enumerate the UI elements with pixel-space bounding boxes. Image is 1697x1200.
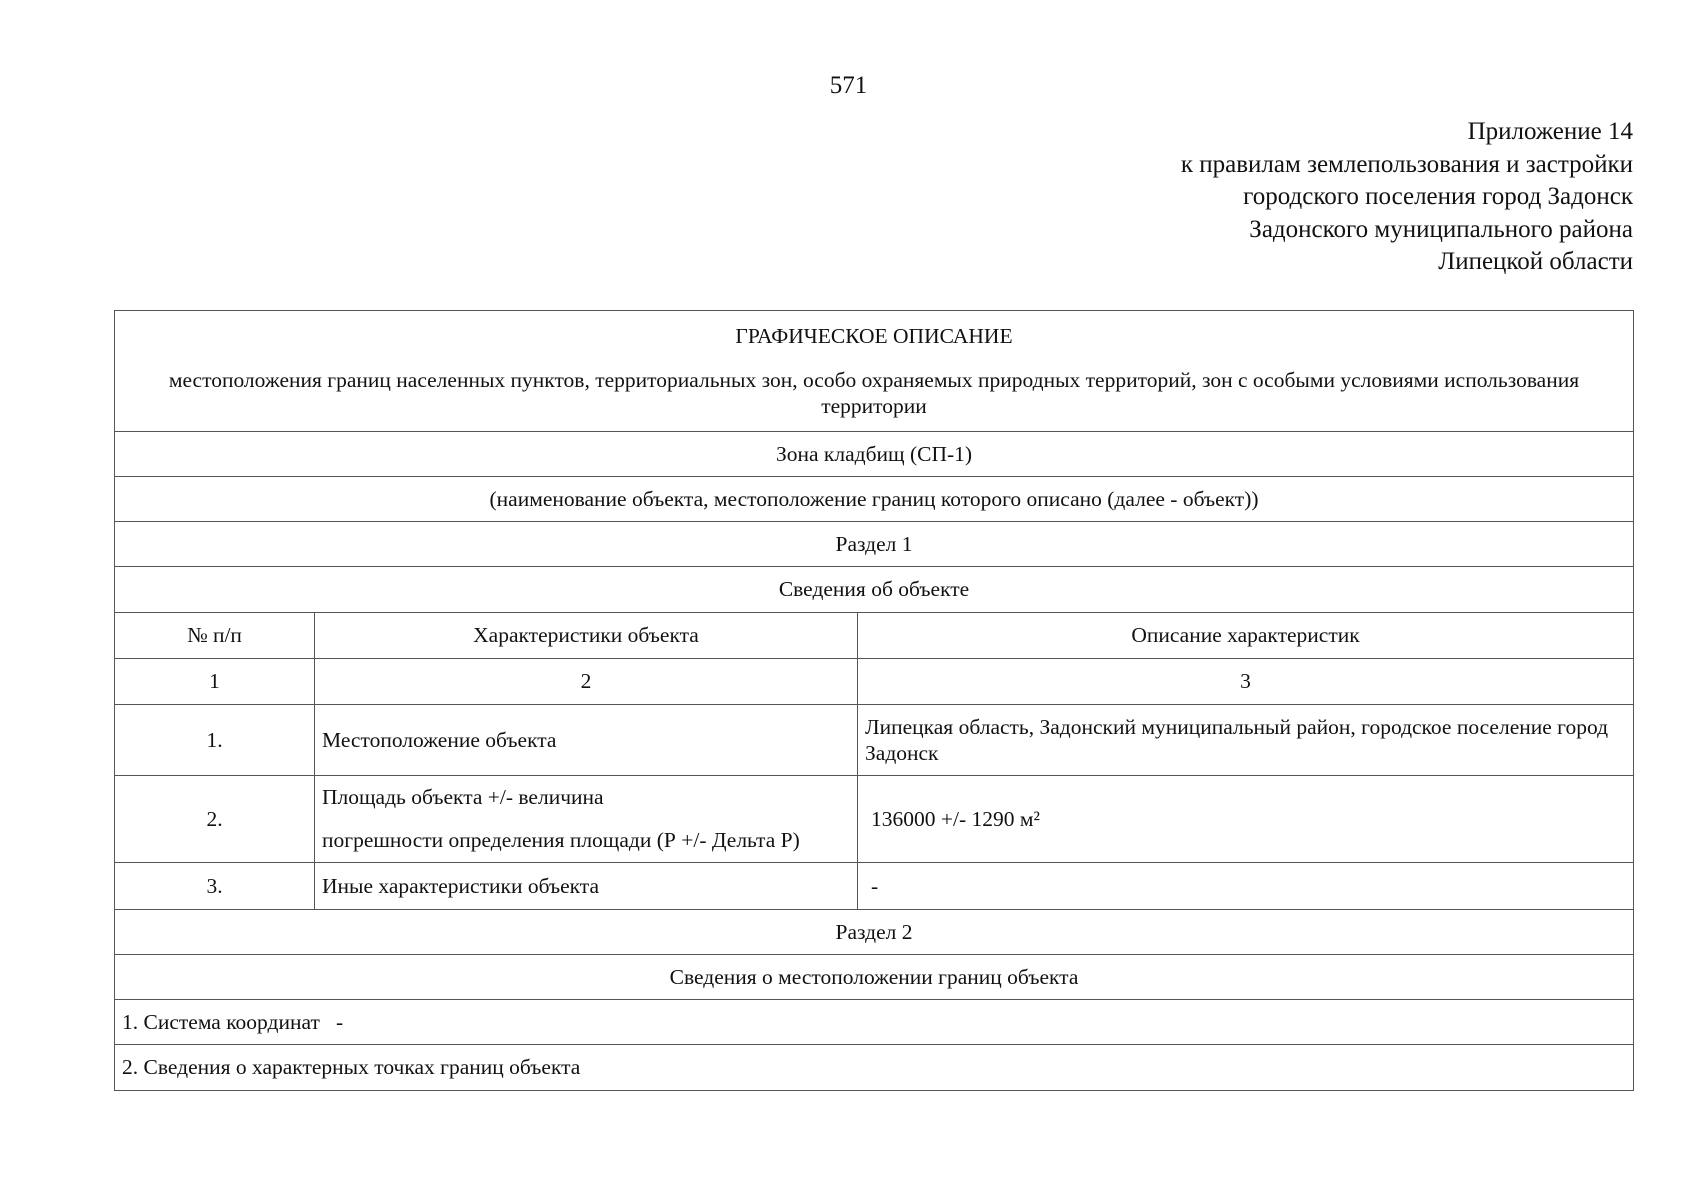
coordinate-system: 1. Система координат - — [115, 1000, 1634, 1045]
boundary-points-info: 2. Сведения о характерных точках границ объекта — [115, 1045, 1634, 1091]
table-title-cell — [115, 311, 1634, 432]
row-label-line: Площадь объекта +/- величина — [322, 785, 604, 809]
row-value: 136000 +/- 1290 м² — [858, 776, 1634, 863]
column-number: 1 — [115, 659, 315, 705]
object-name-caption: (наименование объекта, местоположение границ которого описано (далее - объект)) — [115, 477, 1634, 522]
row-label — [315, 776, 858, 863]
row-number: 1. — [115, 705, 315, 776]
appendix-line: Приложение 14 — [1467, 118, 1633, 145]
page-number: 571 — [829, 72, 868, 99]
row-label-line: погрешности определения площади (Р +/- Дельта Р) — [322, 828, 800, 852]
table-row — [115, 776, 1634, 863]
section2-subtitle: Сведения о местоположении границ объекта — [115, 955, 1634, 1000]
row-value: - — [858, 863, 1634, 910]
column-header-description: Описание характеристик — [858, 613, 1634, 659]
table-header-row — [115, 613, 1634, 659]
row-value: Липецкая область, Задонский муниципальный район, городское поселение город Задонск — [858, 705, 1634, 776]
row-number: 3. — [115, 863, 315, 910]
object-name: Зона кладбищ (СП-1) — [115, 432, 1634, 477]
document-subtitle: местоположения границ населенных пунктов, территориальных зон, особо охраняемых природных территорий, зон с особыми условиями использования территории — [168, 367, 1580, 418]
section1-title: Раздел 1 — [115, 522, 1634, 567]
appendix-line: к правилам землепользования и застройки — [1180, 150, 1633, 178]
appendix-line: городского поселения город Задонск — [1243, 183, 1633, 210]
column-number-row — [115, 659, 1634, 705]
appendix-line: Задонского муниципального района — [1249, 215, 1633, 243]
graphic-description-table — [114, 310, 1634, 1091]
appendix-header — [1181, 116, 1633, 279]
section2-title: Раздел 2 — [115, 910, 1634, 955]
column-number: 2 — [315, 659, 858, 705]
column-header-number: № п/п — [115, 613, 315, 659]
row-number: 2. — [115, 776, 315, 863]
row-label: Иные характеристики объекта — [315, 863, 858, 910]
table-row — [115, 863, 1634, 910]
document-title: ГРАФИЧЕСКОЕ ОПИСАНИЕ — [735, 323, 1013, 348]
row-label: Местоположение объекта — [315, 705, 858, 776]
appendix-line: Липецкой области — [1438, 248, 1633, 275]
section1-subtitle: Сведения об объекте — [115, 567, 1634, 613]
table-row — [115, 705, 1634, 776]
column-header-characteristics: Характеристики объекта — [315, 613, 858, 659]
column-number: 3 — [858, 659, 1634, 705]
